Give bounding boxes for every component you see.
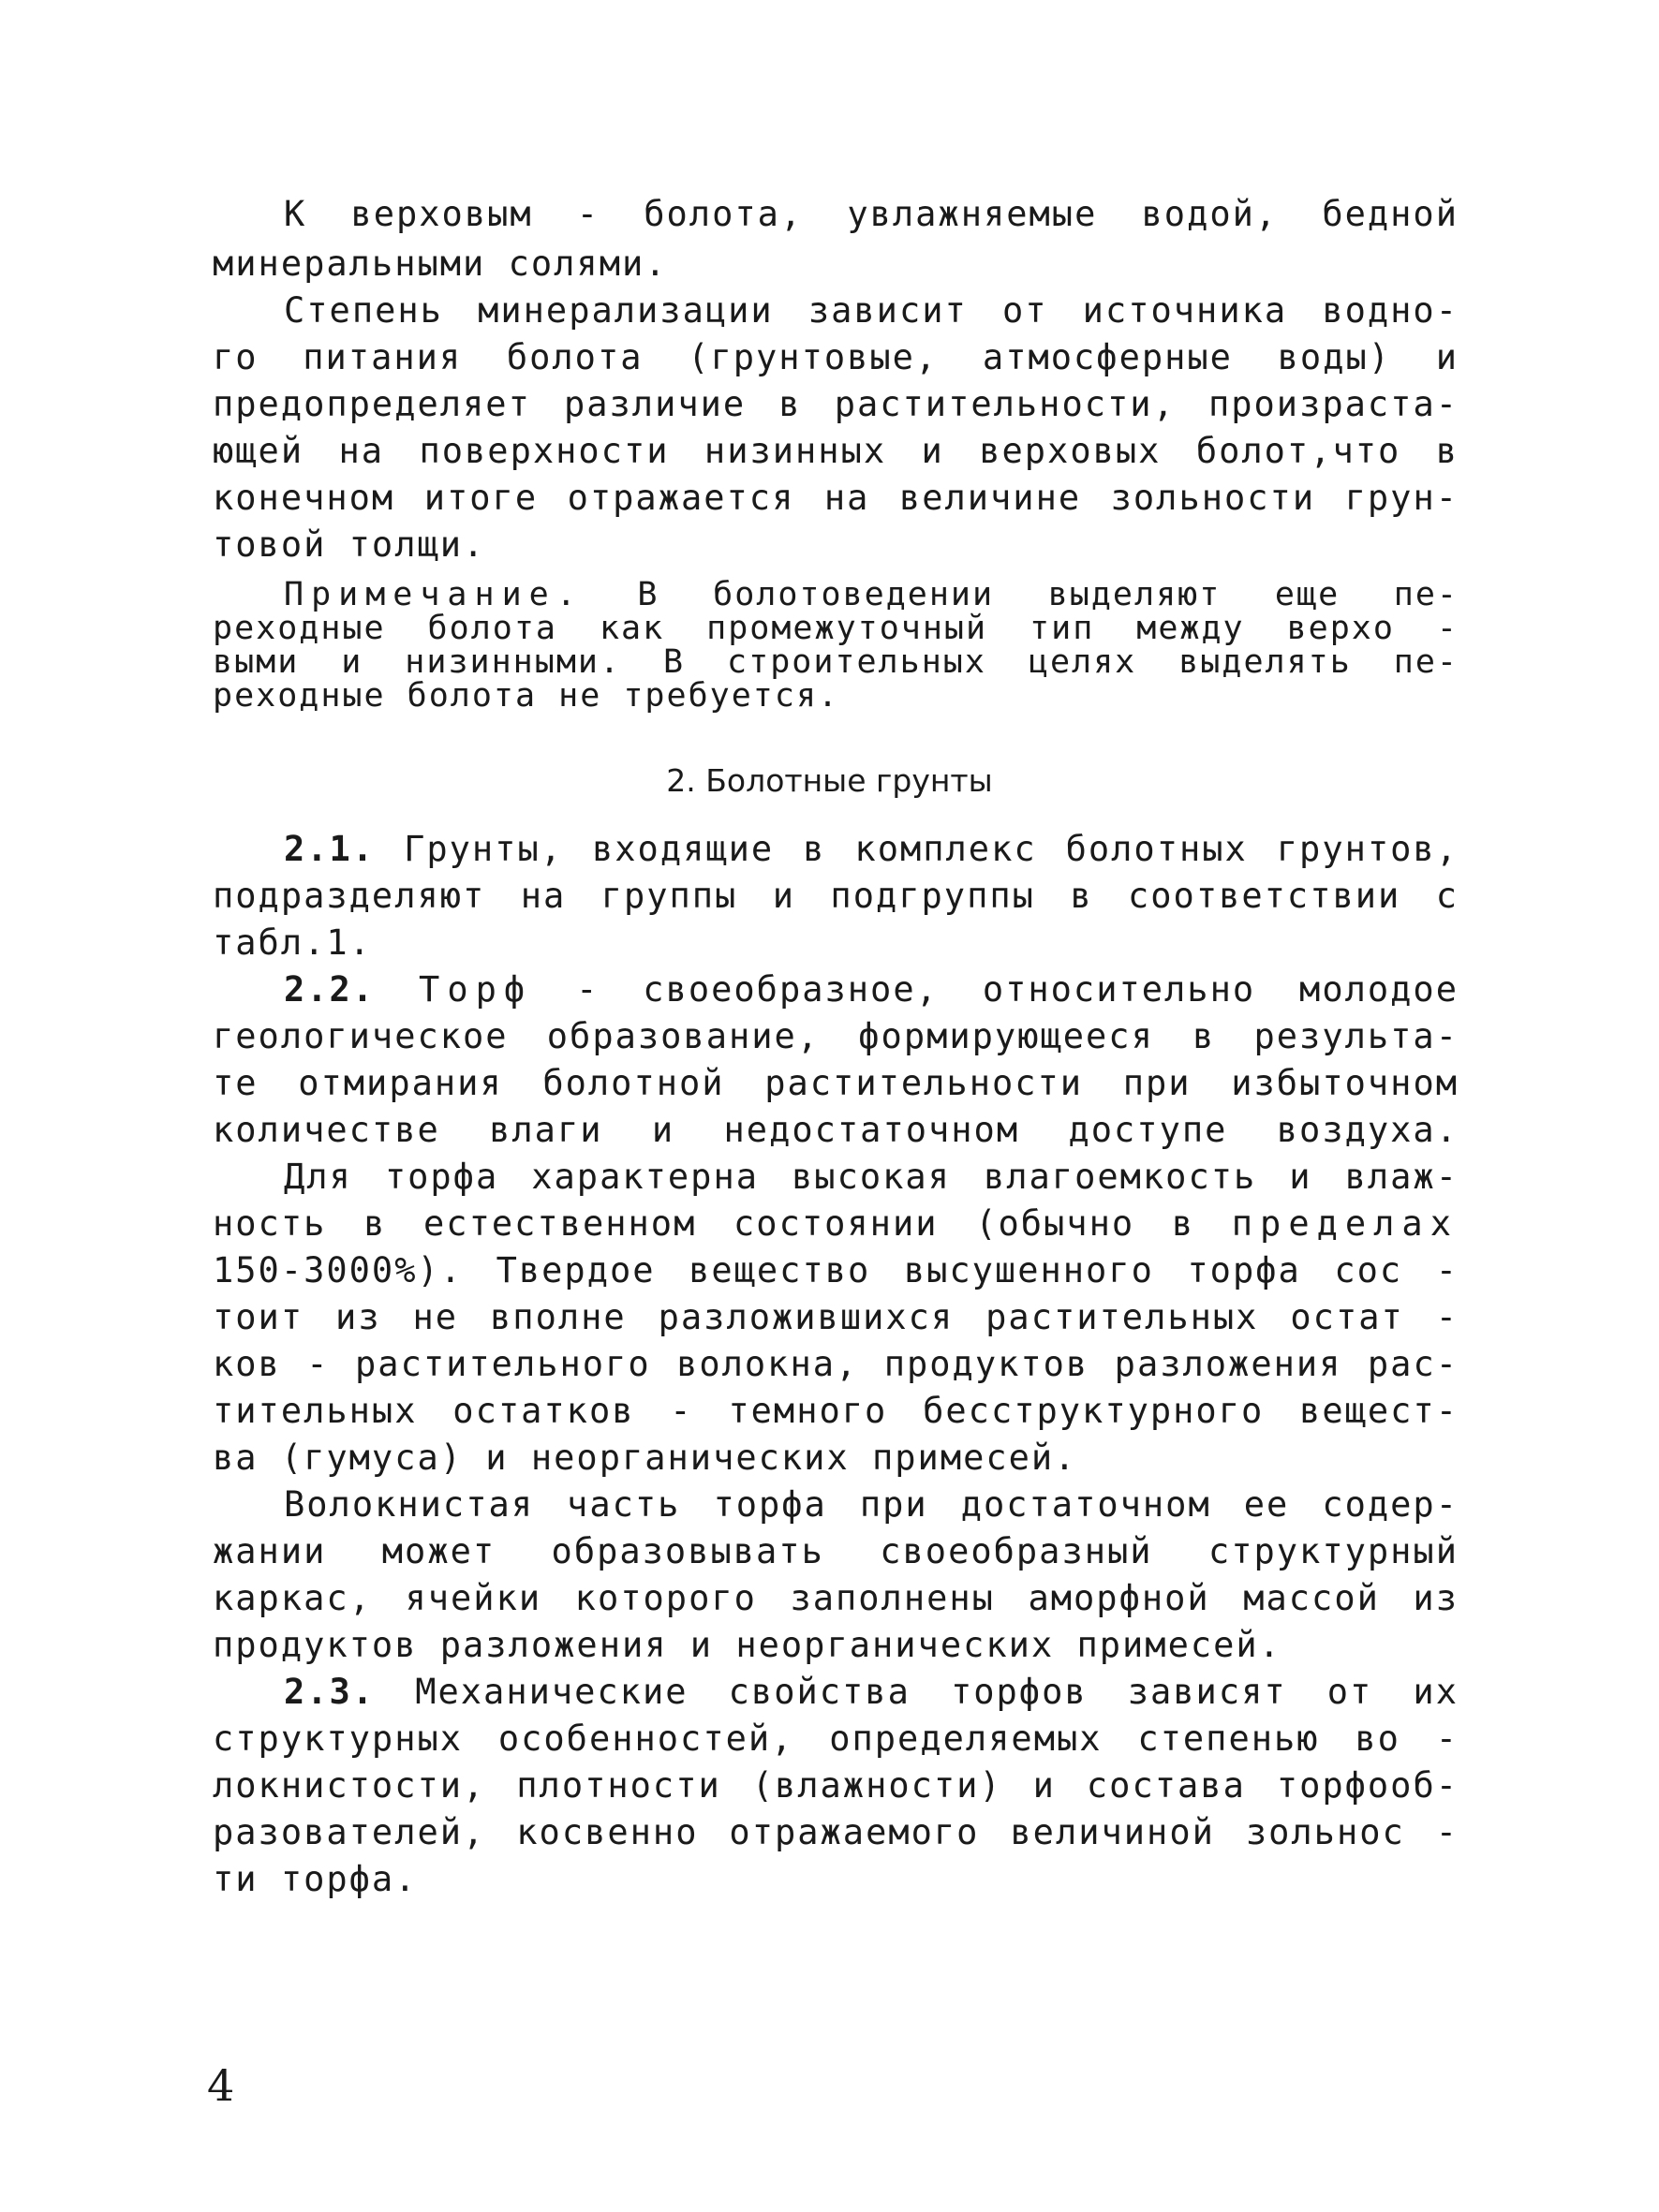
text-line: ти торфа. bbox=[213, 1859, 418, 1899]
text-line: го питания болота (грунтовые, атмосферные воды) и bbox=[213, 337, 1459, 377]
clause-2-1-line: 2.1. Грунты, входящие в комплекс болотных грунтов, bbox=[284, 829, 1459, 869]
text-line: жании может образовывать своеобразный структурный bbox=[213, 1531, 1459, 1571]
text-line: ков - растительного волокна, продуктов разложения рас- bbox=[213, 1344, 1459, 1384]
text-line: Волокнистая часть торфа при достаточном ее содер- bbox=[284, 1484, 1459, 1525]
clause-2-2-line: 2.2. Торф - своеобразное, относительно молодое bbox=[284, 969, 1459, 1010]
text-line: подразделяют на группы и подгруппы в соответствии с bbox=[213, 876, 1459, 916]
note-label: Примечание. bbox=[284, 576, 584, 613]
text-line: те отмирания болотной растительности при избыточном bbox=[213, 1063, 1459, 1103]
section-heading: 2. Болотные грунты bbox=[666, 762, 993, 799]
text-line: ность в естественном состоянии (обычно в пределах bbox=[213, 1203, 1459, 1244]
clause-number: 2.2. bbox=[284, 969, 376, 1010]
text-line: геологическое образование, формирующееся в результа- bbox=[213, 1016, 1459, 1056]
clause-2-3-line: 2.3. Механические свойства торфов зависят от их bbox=[284, 1672, 1459, 1712]
text-line: ва (гумуса) и неорганических примесей. bbox=[213, 1438, 1077, 1478]
text-line: предопределяет различие в растительности, произраста- bbox=[213, 384, 1459, 424]
text-line: разователей, косвенно отражаемого величиной зольнос - bbox=[213, 1812, 1459, 1852]
text-line: тоит из не вполне разложившихся растительных остат - bbox=[213, 1297, 1459, 1337]
note-line: реходные болота как промежуточный тип между верхо - bbox=[213, 610, 1459, 647]
text-line: Степень минерализации зависит от источника водно- bbox=[284, 290, 1459, 331]
text-line: количестве влаги и недостаточном доступе воздуха. bbox=[213, 1110, 1459, 1150]
text-line: товой толщи. bbox=[213, 524, 486, 565]
note-line: выми и низинными. В строительных целях выделять пе- bbox=[213, 643, 1459, 681]
text-line: тительных остатков - темного бесструктурного вещест- bbox=[213, 1391, 1459, 1431]
clause-number: 2.1. bbox=[284, 829, 376, 869]
text-line: К верховым - болота, увлажняемые водой, бедной bbox=[284, 194, 1459, 234]
note-line: Примечание. В болотоведении выделяют еще пе- bbox=[284, 576, 1459, 613]
term-peat: Торф bbox=[419, 969, 533, 1010]
page-number: 4 bbox=[207, 2060, 235, 2111]
text-line: минеральными солями. bbox=[213, 243, 668, 284]
note-line: реходные болота не требуется. bbox=[213, 677, 840, 715]
text-line: ющей на поверхности низинных и верховых болот,что в bbox=[213, 431, 1459, 471]
text-line: локнистости, плотности (влажности) и состава торфооб- bbox=[213, 1765, 1459, 1806]
text-line: табл.1. bbox=[213, 922, 372, 963]
text-line: продуктов разложения и неорганических примесей. bbox=[213, 1625, 1281, 1665]
text-line: структурных особенностей, определяемых степенью во - bbox=[213, 1718, 1459, 1759]
clause-number: 2.3. bbox=[284, 1672, 376, 1712]
text-line: Для торфа характерна высокая влагоемкость и влаж- bbox=[284, 1157, 1459, 1197]
text-line: 150-3000%). Твердое вещество высушенного торфа сос - bbox=[213, 1250, 1459, 1290]
text-line: конечном итоге отражается на величине зольности грун- bbox=[213, 478, 1459, 518]
text-line: каркас, ячейки которого заполнены аморфной массой из bbox=[213, 1578, 1459, 1618]
